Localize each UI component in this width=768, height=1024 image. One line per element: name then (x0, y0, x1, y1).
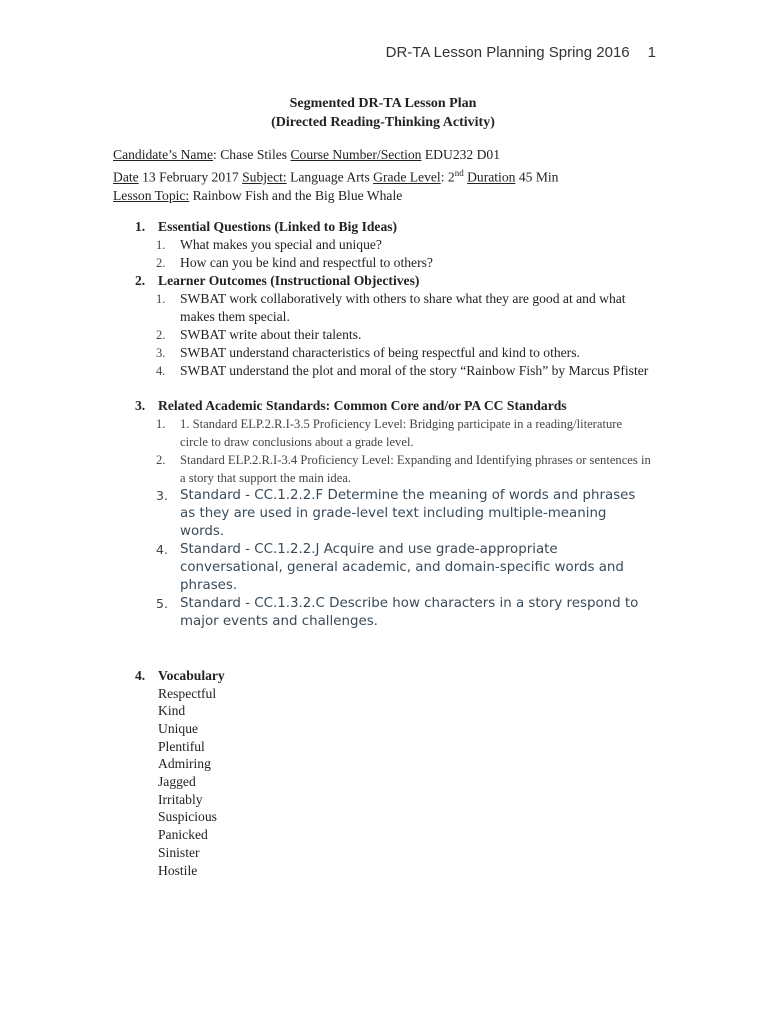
section-standards-heading (113, 397, 653, 415)
item-text: Standard - CC.1.2.2.J Acquire and use grade-appropriate conversational, general academic, and domain-specific words and phrases. (180, 541, 624, 593)
item-text: SWBAT write about their talents. (180, 326, 362, 342)
list-item (113, 541, 653, 595)
course-value: EDU232 D01 (421, 147, 501, 162)
course-label: Course Number/Section (290, 147, 422, 162)
standards-list (113, 415, 653, 631)
grade-value: : 2 (440, 169, 455, 185)
item-number: 1. (156, 416, 166, 431)
date-value: 13 February 2017 (138, 169, 243, 185)
item-text: Standard - CC.1.2.2.F Determine the meaning of words and phrases as they are used in grade-level text including multiple-meaning words. (180, 487, 636, 539)
vocabulary-word: Plentiful (158, 738, 205, 754)
subject-label: Subject: (242, 169, 287, 185)
document-title (113, 94, 653, 132)
item-text: SWBAT work collaboratively with others to share what they are good at and what makes them special. (180, 290, 626, 324)
date-label: Date (113, 169, 139, 185)
running-title: DR-TA Lesson Planning Spring 2016 (385, 44, 630, 61)
essential-questions-list (113, 236, 653, 272)
item-number: 4. (156, 363, 166, 378)
list-item (113, 595, 653, 631)
item-text: 1. Standard ELP.2.R.I-3.5 Proficiency Level: Bridging participate in a reading/literature circle to draw conclusions about a grade level. (180, 416, 623, 449)
section-heading: Related Academic Standards: Common Core and/or PA CC Standards (158, 397, 567, 413)
item-number: 1. (156, 291, 166, 306)
vocabulary-word: Sinister (158, 844, 200, 860)
item-number: 1. (156, 237, 166, 252)
title-line-1: Segmented DR-TA Lesson Plan (289, 96, 477, 111)
section-heading: Essential Questions (Linked to Big Ideas) (158, 218, 398, 234)
list-item (113, 451, 653, 487)
list-item (113, 290, 653, 326)
duration-value: 45 Min (515, 169, 559, 185)
vocabulary-word: Panicked (158, 827, 208, 843)
vocabulary-word: Jagged (158, 774, 196, 790)
section-essential-questions-heading (113, 218, 653, 236)
candidate-label: Candidate’s Name (113, 147, 214, 162)
document-body (113, 94, 653, 879)
section-learner-outcomes-heading (113, 272, 653, 290)
section-heading: Vocabulary (158, 667, 225, 683)
section-number: 2. (135, 272, 146, 288)
topic-value: Rainbow Fish and the Big Blue Whale (189, 187, 403, 203)
item-number: 3. (156, 345, 166, 360)
vocabulary-word: Admiring (158, 756, 211, 772)
item-number: 2. (156, 327, 166, 342)
section-vocabulary-heading (113, 667, 653, 685)
meta-line-2 (113, 164, 653, 187)
topic-label: Lesson Topic: (113, 187, 190, 203)
vocabulary-word: Unique (158, 720, 199, 736)
item-number: 2. (156, 452, 166, 467)
meta-line-1 (113, 146, 653, 164)
vocabulary-word: Kind (158, 703, 186, 719)
vocabulary-list (113, 685, 653, 880)
item-number: 2. (156, 255, 166, 270)
section-number: 4. (135, 667, 146, 683)
section-number: 3. (135, 397, 146, 413)
vocabulary-word: Respectful (158, 685, 217, 701)
list-item (113, 487, 653, 541)
list-item (113, 362, 653, 380)
vocabulary-word: Irritably (158, 791, 203, 807)
item-text: Standard - CC.1.3.2.C Describe how characters in a story respond to major events and challenges. (180, 595, 639, 629)
section-heading: Learner Outcomes (Instructional Objectives) (158, 272, 420, 288)
lesson-meta (113, 146, 653, 205)
subject-value: Language Arts (286, 169, 374, 185)
vocabulary-word: Hostile (158, 862, 198, 878)
vocabulary-word: Suspicious (158, 809, 217, 825)
learner-outcomes-list (113, 290, 653, 380)
running-header (386, 44, 656, 61)
list-item (113, 326, 653, 344)
item-number: 3. (156, 487, 168, 503)
list-item (113, 415, 653, 451)
section-number: 1. (135, 218, 146, 234)
item-text: SWBAT understand characteristics of being respectful and kind to others. (180, 344, 580, 360)
title-line-2: (Directed Reading-Thinking Activity) (271, 115, 495, 130)
duration-label: Duration (467, 169, 516, 185)
grade-label: Grade Level (373, 169, 441, 185)
item-text: SWBAT understand the plot and moral of the story “Rainbow Fish” by Marcus Pfister (180, 362, 649, 378)
list-item (113, 236, 653, 254)
meta-line-3 (113, 187, 653, 205)
list-item (113, 254, 653, 272)
item-number: 4. (156, 541, 168, 557)
item-number: 5. (156, 595, 168, 611)
item-text: How can you be kind and respectful to others? (180, 254, 433, 270)
candidate-value: : Chase Stiles (213, 147, 291, 162)
list-item (113, 344, 653, 362)
item-text: What makes you special and unique? (180, 236, 382, 252)
grade-superscript: nd (454, 168, 464, 178)
item-text: Standard ELP.2.R.I-3.4 Proficiency Level: Expanding and Identifying phrases or sentences in a story that support the main idea. (180, 452, 651, 485)
page-number: 1 (647, 44, 656, 61)
